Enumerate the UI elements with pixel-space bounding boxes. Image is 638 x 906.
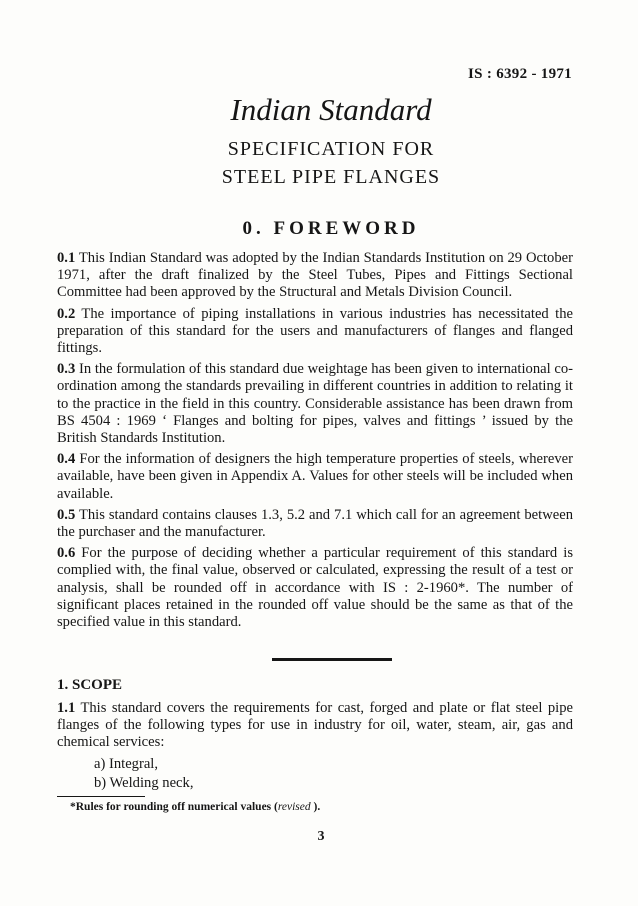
standard-number: IS : 6392 - 1971 — [468, 66, 572, 82]
title-specification-for: SPECIFICATION FOR — [227, 138, 435, 160]
foreword-paragraph-0-4 — [57, 451, 573, 503]
list-item: b) Welding neck, — [94, 774, 194, 791]
clause-text: For the information of designers the high temperature properties of steels, wherever available, have been given in Appendix A. Values for other steels will be included when available. — [57, 451, 573, 502]
title-steel-pipe-flanges: STEEL PIPE FLANGES — [221, 166, 441, 188]
clause-number: 0.5 — [57, 506, 76, 523]
footnote-italic: revised — [277, 801, 311, 813]
page-number: 3 — [317, 829, 325, 844]
clause-text: This standard contains clauses 1.3, 5.2 and 7.1 which call for an agreement between the purchaser and the manufacturer. — [57, 506, 573, 541]
clause-text: This standard covers the requirements for cast, forged and plate or flat steel pipe flanges of the following types for use in industry for oil, water, steam, air, gas and chemical services: — [57, 700, 573, 751]
scope-heading: 1. SCOPE — [57, 677, 123, 693]
scope-paragraph-1-1 — [57, 700, 573, 752]
clause-number: 0.3 — [57, 361, 76, 378]
clause-text: For the purpose of deciding whether a particular requirement of this standard is complied with, the final value, observed or calculated, expressing the result of a test or analysis, shall be rounded off in accordance with IS : 2-1960*. The number of significant places retained in the rounded off value should be the same as that of the specified value in this standard. — [57, 545, 573, 631]
section-divider — [272, 658, 392, 661]
clause-number: 0.1 — [57, 250, 76, 266]
foreword-paragraph-0-6 — [57, 545, 573, 631]
clause-text: In the formulation of this standard due weightage has been given to international co-ordination among the standards prevailing in different countries in addition to relating it to the practice in the field in this country. Considerable assistance has been drawn from BS 4504 : 1969 ‘ Flanges and bolting for pipes, valves and fittings ’ issued by the British Standards Institution. — [57, 361, 573, 447]
foreword-heading: 0. FOREWORD — [242, 218, 420, 239]
foreword-paragraph-0-2 — [57, 306, 573, 358]
clause-text: This Indian Standard was adopted by the Indian Standards Institution on 29 October 1971, after the draft finalized by the Steel Tubes, Pipes and Fittings Sectional Committee had been approved by the Structural and Metals Division Council. — [57, 250, 573, 301]
foreword-paragraph-0-3 — [57, 361, 573, 447]
footnote-end: ). — [310, 801, 321, 813]
clause-number: 1.1 — [57, 700, 76, 716]
list-item: a) Integral, — [94, 755, 159, 772]
scope-body — [57, 700, 573, 794]
footnote-text: *Rules for rounding off numerical values ( — [70, 801, 278, 813]
foreword-paragraph-0-1 — [57, 250, 573, 302]
footnote-divider — [57, 796, 145, 797]
clause-number: 0.4 — [57, 451, 76, 468]
clause-number: 0.2 — [57, 305, 76, 322]
clause-number: 0.6 — [57, 545, 76, 562]
clause-text: The importance of piping installations in various industries has necessitated the preparation of this standard for the users and manufacturers of flanges and flanged fittings. — [57, 305, 573, 357]
foreword-body — [57, 250, 573, 635]
title-indian-standard: Indian Standard — [230, 92, 432, 127]
foreword-paragraph-0-5 — [57, 507, 573, 541]
footnote — [70, 801, 320, 813]
